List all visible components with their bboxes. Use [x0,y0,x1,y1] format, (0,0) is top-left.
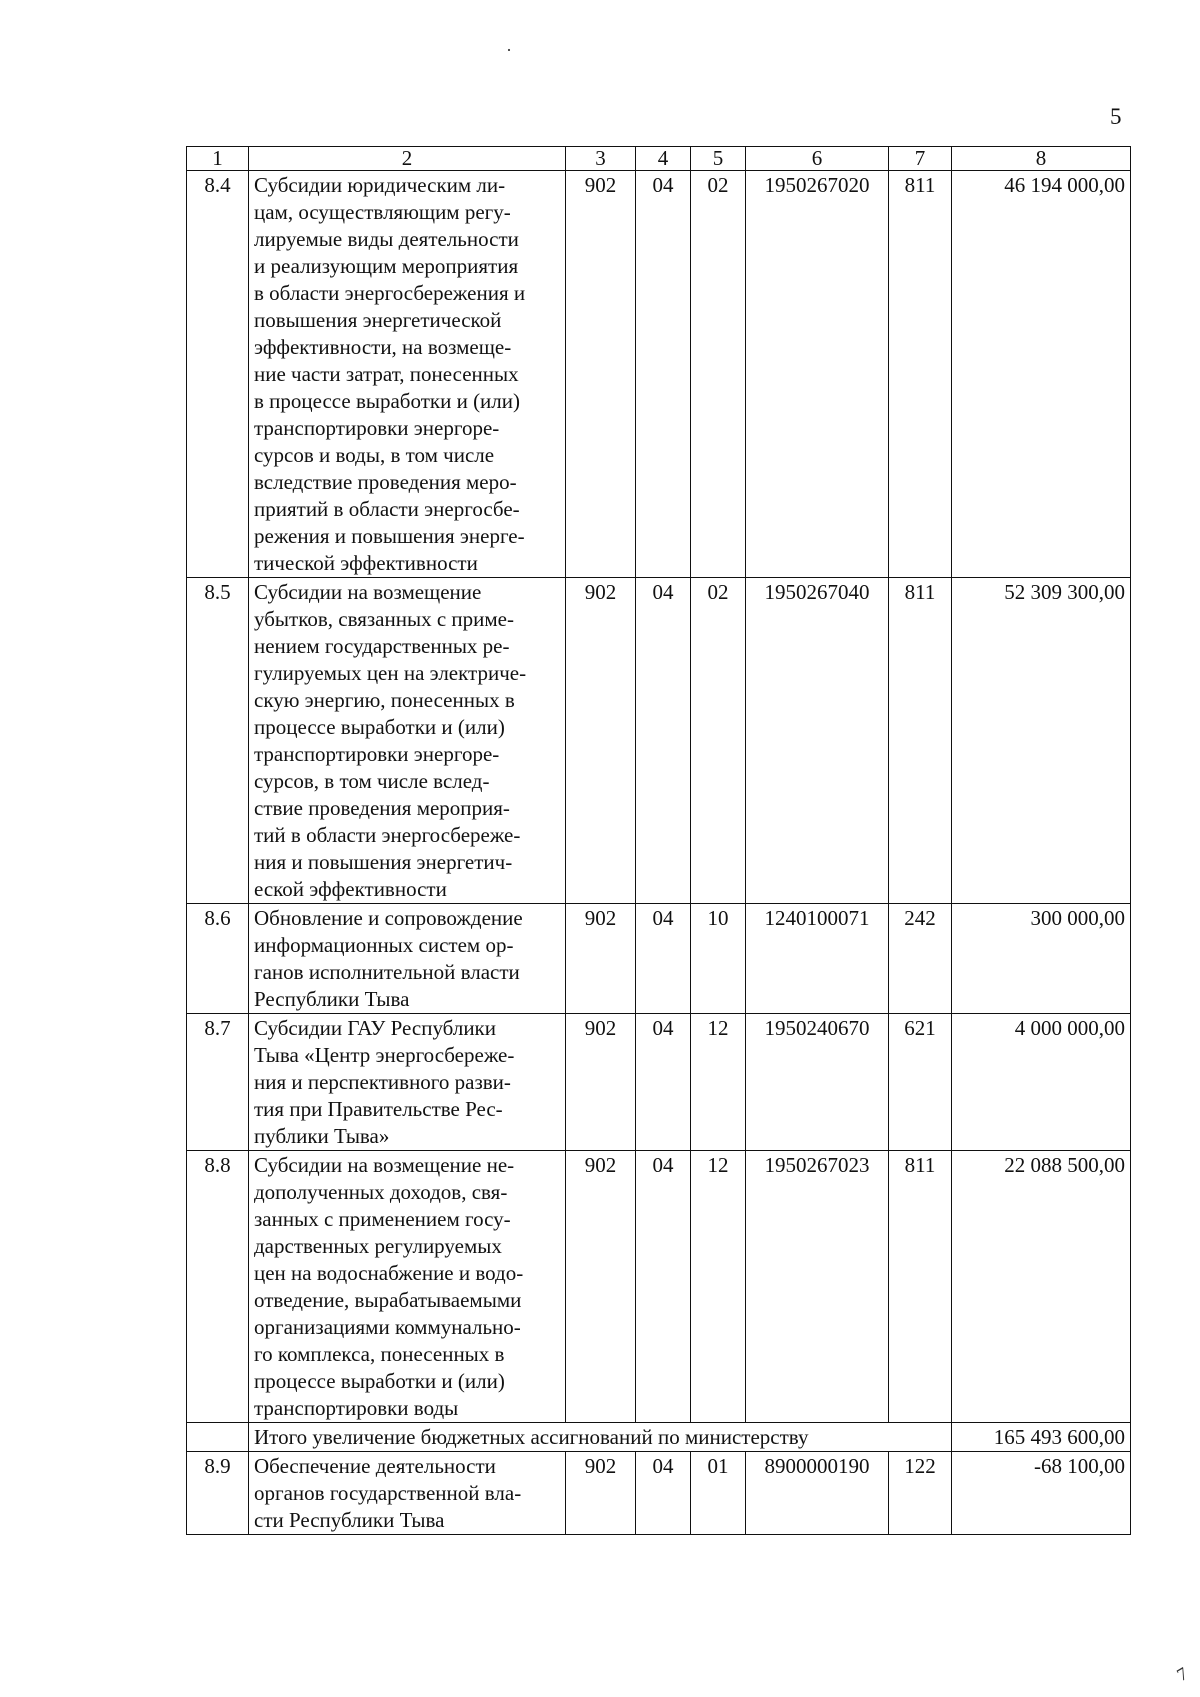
row-number: 8.7 [187,1014,249,1151]
cell-amount: -68 100,00 [952,1452,1131,1535]
row-description [249,1452,566,1535]
cell-code-5: 12 [691,1151,746,1423]
table-row [187,578,1131,904]
total-label-cell [249,1423,952,1452]
row-description [249,1151,566,1423]
column-header: 4 [636,147,691,171]
description-line: сурсов и воды, в том числе [254,443,495,467]
row-number: 8.8 [187,1151,249,1423]
row-description [249,1014,566,1151]
cell-code-5: 02 [691,578,746,904]
row-number: 8.5 [187,578,249,904]
row-number: 8.9 [187,1452,249,1535]
description-line: ние части затрат, понесенных [254,362,519,386]
row-description [249,171,566,578]
description-line: органов государственной вла- [254,1481,522,1505]
cell-code-7: 621 [889,1014,952,1151]
table-row [187,1014,1131,1151]
description-line: эффективности, на возмеще- [254,335,512,359]
cell-code-5: 10 [691,904,746,1014]
total-empty-cell [187,1423,249,1452]
description-line: дарственных регулируемых [254,1234,502,1258]
description-line: ния и повышения энергетич- [254,850,513,874]
column-header: 5 [691,147,746,171]
description-line: ния и перспективного разви- [254,1070,511,1094]
description-line: го комплекса, понесенных в [254,1342,505,1366]
description-line: отведение, вырабатываемыми [254,1288,522,1312]
cell-code-7: 811 [889,578,952,904]
cell-code-6: 1950267040 [746,578,889,904]
cell-code-3: 902 [566,1014,636,1151]
cell-code-3: 902 [566,904,636,1014]
description-line: транспортировки воды [254,1396,459,1420]
cell-code-4: 04 [636,578,691,904]
description-line: в области энергосбережения и [254,281,526,305]
description-line: лируемые виды деятельности [254,227,519,251]
description-line: тия при Правительстве Рес- [254,1097,503,1121]
description-line: убытков, связанных с приме- [254,607,514,631]
cell-code-3: 902 [566,1452,636,1535]
description-line: транспортировки энергоре- [254,742,500,766]
cell-amount: 300 000,00 [952,904,1131,1014]
cell-code-7: 242 [889,904,952,1014]
total-row [187,1423,1131,1452]
scan-speck: · [506,40,512,60]
handwritten-mark: 7 [1173,1663,1192,1685]
description-line: тий в области энергосбереже- [254,823,521,847]
description-line: информационных систем ор- [254,933,514,957]
column-header: 6 [746,147,889,171]
cell-code-4: 04 [636,171,691,578]
description-line: в процессе выработки и (или) [254,389,521,413]
description-line: вследствие проведения меро- [254,470,517,494]
description-line: процессе выработки и (или) [254,1369,505,1393]
cell-code-7: 811 [889,1151,952,1423]
page-number: 5 [1110,104,1122,129]
description-line: повышения энергетической [254,308,502,332]
column-header: 1 [187,147,249,171]
table-row [187,1151,1131,1423]
total-amount: 165 493 600,00 [952,1423,1131,1452]
description-line: Обеспечение деятельности [254,1454,496,1478]
column-header: 3 [566,147,636,171]
cell-code-3: 902 [566,1151,636,1423]
description-line: Субсидии юридическим ли- [254,173,506,197]
row-description [249,578,566,904]
table-row [187,171,1131,578]
description-line: цен на водоснабжение и водо- [254,1261,524,1285]
row-description [249,904,566,1014]
cell-code-4: 04 [636,1452,691,1535]
description-line: еской эффективности [254,877,447,901]
cell-code-5: 01 [691,1452,746,1535]
description-line: процессе выработки и (или) [254,715,505,739]
cell-code-5: 02 [691,171,746,578]
cell-amount: 52 309 300,00 [952,578,1131,904]
description-line: Тыва «Центр энергосбереже- [254,1043,515,1067]
description-line: и реализующим мероприятия [254,254,519,278]
cell-code-4: 04 [636,1151,691,1423]
row-number: 8.4 [187,171,249,578]
description-line: публики Тыва» [254,1124,390,1148]
table-row [187,1452,1131,1535]
description-line: ганов исполнительной власти [254,960,520,984]
cell-code-6: 1240100071 [746,904,889,1014]
description-line: скую энергию, понесенных в [254,688,515,712]
column-header: 8 [952,147,1131,171]
description-line: транспортировки энергоре- [254,416,500,440]
description-line: организациями коммунально- [254,1315,521,1339]
description-line: занных с применением госу- [254,1207,511,1231]
description-line: Субсидии ГАУ Республики [254,1016,497,1040]
budget-table [186,146,1131,1535]
cell-amount: 46 194 000,00 [952,171,1131,578]
table-row [187,904,1131,1014]
cell-code-6: 1950267023 [746,1151,889,1423]
description-line: ствие проведения мероприя- [254,796,510,820]
cell-code-7: 122 [889,1452,952,1535]
description-line: нением государственных ре- [254,634,510,658]
description-line: сти Республики Тыва [254,1508,445,1532]
cell-code-3: 902 [566,171,636,578]
column-header: 7 [889,147,952,171]
description-line: Обновление и сопровождение [254,906,523,930]
description-line: режения и повышения энерге- [254,524,525,548]
cell-code-4: 04 [636,904,691,1014]
table-header-row [187,147,1131,171]
description-line: цам, осуществляющим регу- [254,200,511,224]
description-line: сурсов, в том числе вслед- [254,769,490,793]
description-line: тической эффективности [254,551,478,575]
description-line: Республики Тыва [254,987,410,1011]
description-line: приятий в области энергосбе- [254,497,520,521]
total-label: Итого увеличение бюджетных ассигнований по министерству [254,1425,809,1449]
cell-amount: 4 000 000,00 [952,1014,1131,1151]
cell-code-6: 1950240670 [746,1014,889,1151]
row-number: 8.6 [187,904,249,1014]
cell-code-6: 8900000190 [746,1452,889,1535]
cell-code-3: 902 [566,578,636,904]
cell-code-6: 1950267020 [746,171,889,578]
description-line: Субсидии на возмещение не- [254,1153,515,1177]
cell-code-4: 04 [636,1014,691,1151]
description-line: Субсидии на возмещение [254,580,482,604]
cell-code-5: 12 [691,1014,746,1151]
cell-code-7: 811 [889,171,952,578]
cell-amount: 22 088 500,00 [952,1151,1131,1423]
description-line: дополученных доходов, свя- [254,1180,508,1204]
column-header: 2 [249,147,566,171]
description-line: гулируемых цен на электриче- [254,661,527,685]
